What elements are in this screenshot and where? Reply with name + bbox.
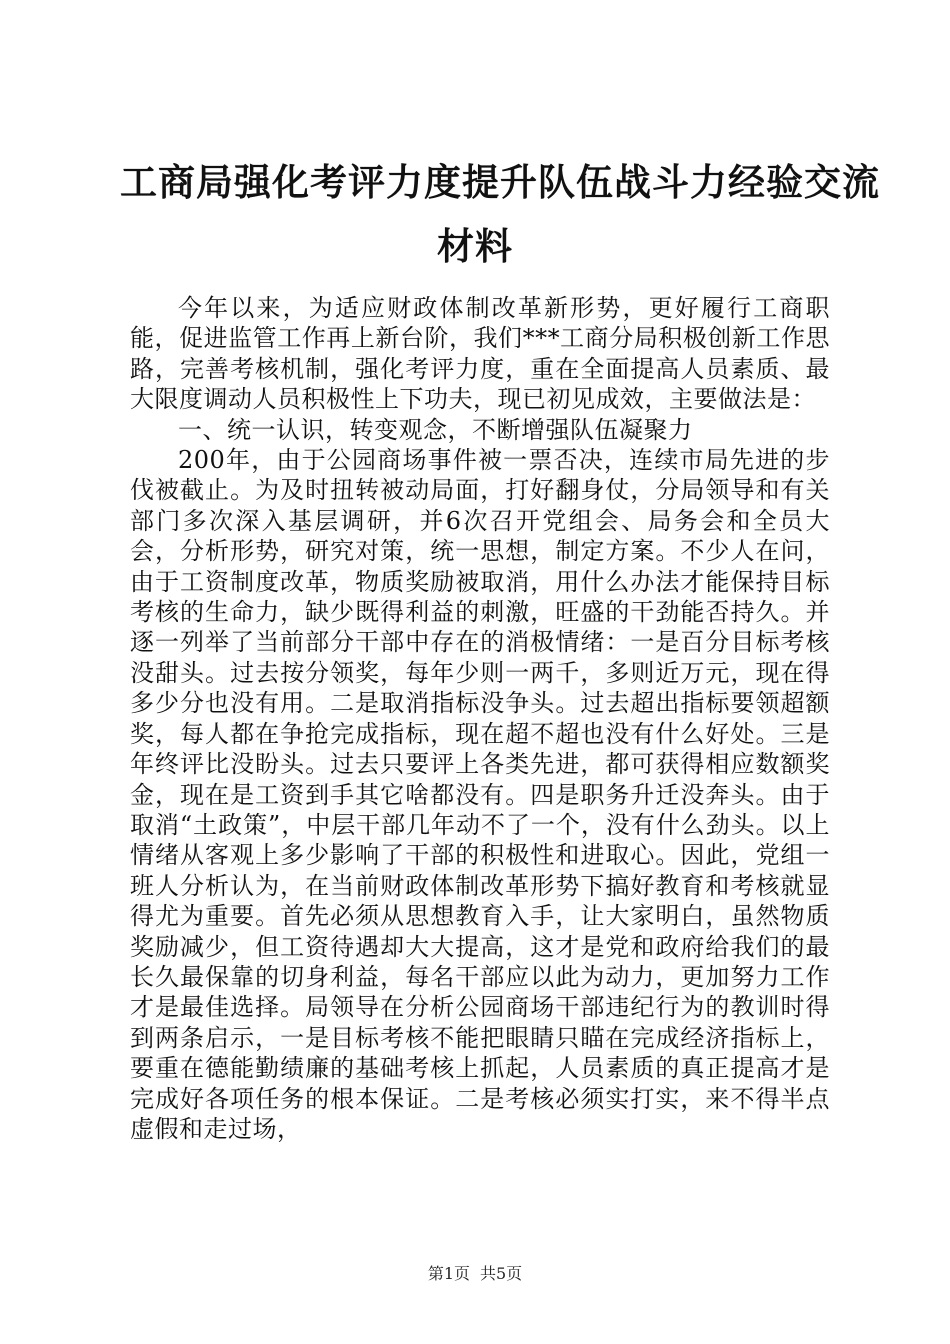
paragraph-section-1: 200年，由于公园商场事件被一票否决，连续市局先进的步伐被截止。为及时扭转被动局面，打好翻身仗，分局领导和有关部门多次深入基层调研，并6次召开党组会、局务会和全员大会，分析形势，研究对策，统一思想，制定方案。不少人在问，由于工资制度改革，物质奖励被取消，用什么办法才能保持目标考核的生命力，缺少既得利益的刺激，旺盛的干劲能否持久。并逐一列举了当前部分干部中存在的消极情绪：一是百分目标考核没甜头。过去按分领奖，每年少则一两千，多则近万元，现在得多少分也没有用。二是取消指标没争头。过去超出指标要领超额奖，每人都在争抢完成指标，现在超不超也没有什么好处。三是年终评比没盼头。过去只要评上各类先进，都可获得相应数额奖金，现在是工资到手其它啥都没有。四是职务升迁没奔头。由于取消“土政策”，中层干部几年动不了一个，没有什么劲头。以上情绪从客观上多少影响了干部的积极性和进取心。因此，党组一班人分析认为，在当前财政体制改革形势下搞好教育和考核就显得尤为重要。首先必须从思想教育入手，让大家明白，虽然物质奖励减少，但工资待遇却大大提高，这才是党和政府给我们的最长久最保靠的切身利益，每名干部应以此为动力，更加努力工作才是最佳选择。局领导在分析公园商场干部违纪行为的教训时得到两条启示，一是目标考核不能把眼睛只瞄在完成经济指标上，要重在德能勤绩廉的基础考核上抓起，人员素质的真正提高才是完成好各项任务的根本保证。二是考核必须实打实，来不得半点虚假和走过场， bbox=[130, 446, 830, 1143]
document-body bbox=[130, 293, 830, 1144]
page-number: 第1页 bbox=[427, 1264, 470, 1283]
document-title-line-2: 材料 bbox=[437, 224, 513, 268]
paragraph-intro: 今年以来，为适应财政体制改革新形势，更好履行工商职能，促进监管工作再上新台阶，我们***工商分局积极创新工作思路，完善考核机制，强化考评力度，重在全面提高人员素质、最大限度调动人员积极性上下功夫，现已初见成效，主要做法是： bbox=[130, 294, 830, 414]
page-footer bbox=[0, 1262, 950, 1286]
section-heading-1: 一、统一认识，转变观念，不断增强队伍凝聚力 bbox=[178, 415, 693, 444]
document-title-line-1: 工商局强化考评力度提升队伍战斗力经验交流 bbox=[120, 160, 880, 204]
page-total: 共5页 bbox=[480, 1264, 523, 1283]
